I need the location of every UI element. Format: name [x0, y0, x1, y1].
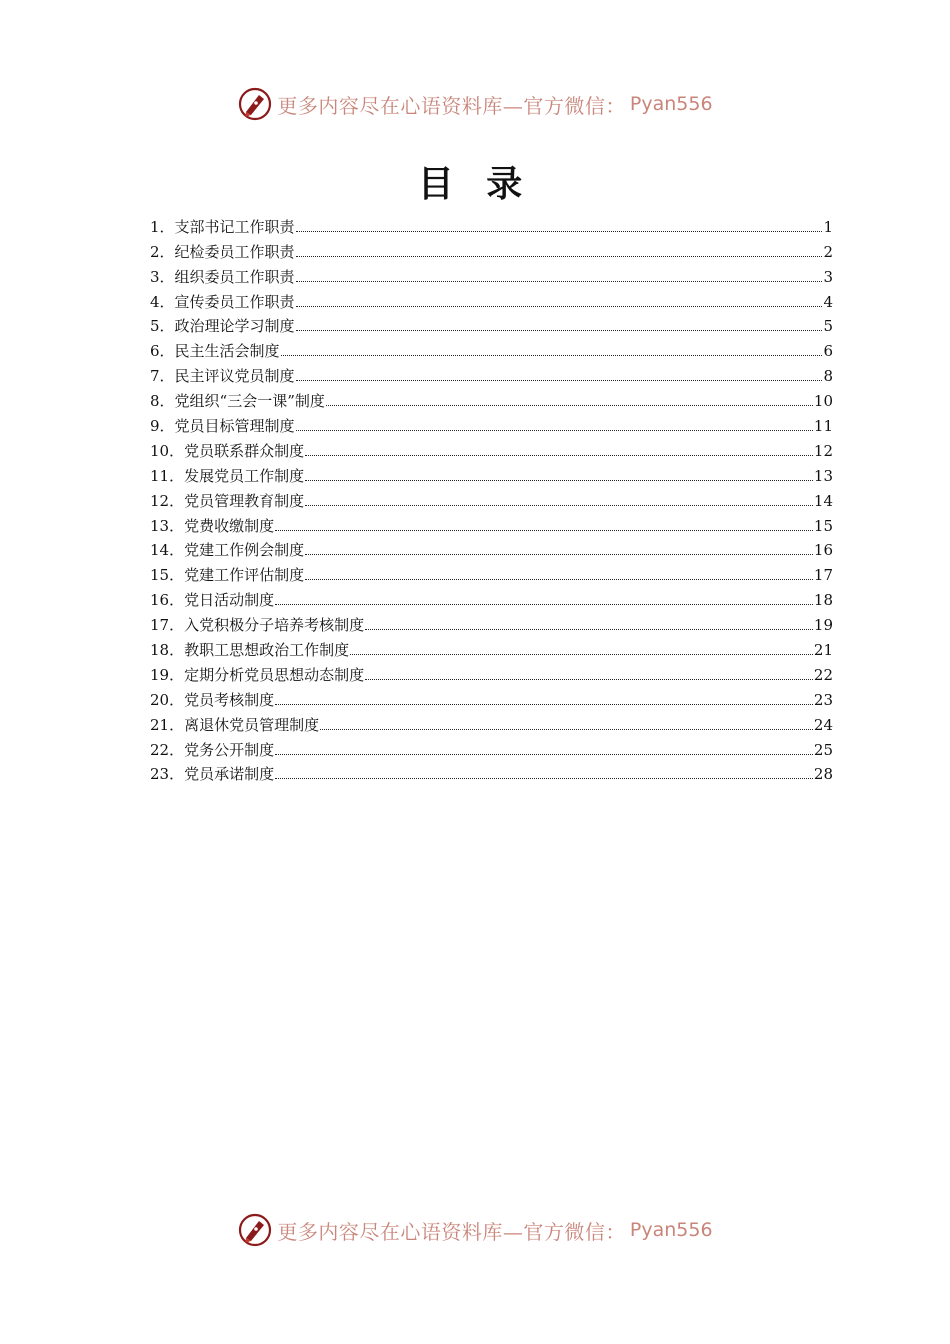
toc-dot-leader — [320, 729, 813, 730]
table-of-contents — [150, 212, 833, 784]
toc-entry-page-number: 12 — [813, 441, 833, 460]
toc-entry-page-number: 15 — [813, 516, 833, 535]
toc-entry-label: 2．纪检委员工作职责 — [150, 242, 295, 261]
toc-entry[interactable] — [150, 585, 833, 610]
toc-entry-label: 15．党建工作评估制度 — [150, 566, 305, 585]
toc-entry-label: 17．入党积极分子培养考核制度 — [150, 616, 365, 635]
toc-entry[interactable] — [150, 287, 833, 312]
toc-entry-page-number: 16 — [813, 541, 833, 560]
toc-entry-label: 12．党员管理教育制度 — [150, 491, 305, 510]
watermark-text: 更多内容尽在心语资料库—官方微信： — [277, 93, 626, 118]
toc-dot-leader — [296, 306, 823, 307]
toc-dot-leader — [326, 405, 813, 406]
toc-entry[interactable] — [150, 237, 833, 262]
toc-entry-label: 11．发展党员工作制度 — [150, 466, 305, 485]
toc-entry[interactable] — [150, 536, 833, 561]
toc-entry[interactable] — [150, 635, 833, 660]
toc-entry-page-number: 5 — [823, 317, 833, 336]
toc-entry-label: 10．党员联系群众制度 — [150, 441, 305, 460]
footer-watermark — [0, 1210, 950, 1250]
toc-entry-label: 19．定期分析党员思想动态制度 — [150, 665, 365, 684]
toc-entry-label: 5．政治理论学习制度 — [150, 317, 295, 336]
toc-entry-page-number: 28 — [813, 765, 833, 784]
toc-entry[interactable] — [150, 735, 833, 760]
toc-dot-leader — [296, 380, 823, 381]
toc-entry-label: 7．民主评议党员制度 — [150, 367, 295, 386]
toc-entry-page-number: 24 — [813, 715, 833, 734]
toc-entry[interactable] — [150, 511, 833, 536]
toc-dot-leader — [305, 554, 813, 555]
toc-entry-page-number: 19 — [813, 616, 833, 635]
toc-entry-label: 13．党费收缴制度 — [150, 516, 275, 535]
toc-entry-label: 14．党建工作例会制度 — [150, 541, 305, 560]
header-watermark — [0, 84, 950, 124]
toc-entry-page-number: 8 — [823, 367, 833, 386]
toc-dot-leader — [305, 480, 813, 481]
toc-entry-page-number: 3 — [823, 267, 833, 286]
page-title: 目 录 — [417, 163, 533, 205]
toc-entry[interactable] — [150, 560, 833, 585]
toc-dot-leader — [365, 629, 813, 630]
toc-dot-leader — [305, 579, 813, 580]
toc-entry-page-number: 1 — [823, 217, 833, 236]
watermark-text: 更多内容尽在心语资料库—官方微信： — [277, 1219, 626, 1244]
toc-dot-leader — [275, 778, 813, 779]
toc-entry-page-number: 6 — [823, 342, 833, 361]
toc-entry[interactable] — [150, 361, 833, 386]
toc-dot-leader — [350, 654, 813, 655]
toc-entry[interactable] — [150, 262, 833, 287]
toc-dot-leader — [275, 604, 813, 605]
toc-entry-page-number: 14 — [813, 491, 833, 510]
toc-entry-page-number: 23 — [813, 690, 833, 709]
toc-entry-page-number: 18 — [813, 591, 833, 610]
toc-entry[interactable] — [150, 685, 833, 710]
toc-entry-label: 22．党务公开制度 — [150, 740, 275, 759]
toc-entry-label: 16．党日活动制度 — [150, 591, 275, 610]
watermark-handle: Pyan556 — [629, 1219, 713, 1241]
toc-entry-label: 6．民主生活会制度 — [150, 342, 280, 361]
toc-dot-leader — [365, 679, 813, 680]
toc-entry-page-number: 4 — [823, 292, 833, 311]
toc-entry-label: 18．教职工思想政治工作制度 — [150, 641, 350, 660]
toc-entry-page-number: 25 — [813, 740, 833, 759]
toc-entry-page-number: 10 — [813, 392, 833, 411]
pen-nib-logo-icon — [237, 1212, 273, 1248]
toc-entry[interactable] — [150, 212, 833, 237]
toc-entry[interactable] — [150, 312, 833, 337]
toc-dot-leader — [275, 704, 813, 705]
toc-dot-leader — [296, 330, 823, 331]
toc-entry-page-number: 21 — [813, 641, 833, 660]
toc-entry-label: 4．宣传委员工作职责 — [150, 292, 295, 311]
toc-entry-label: 8．党组织“三会一课”制度 — [150, 392, 325, 411]
toc-entry-label: 1．支部书记工作职责 — [150, 217, 295, 236]
toc-entry-label: 23．党员承诺制度 — [150, 765, 275, 784]
toc-entry-label: 21．离退休党员管理制度 — [150, 715, 320, 734]
toc-dot-leader — [275, 530, 813, 531]
toc-entry[interactable] — [150, 386, 833, 411]
toc-entry[interactable] — [150, 336, 833, 361]
toc-entry-label: 3．组织委员工作职责 — [150, 267, 295, 286]
toc-entry[interactable] — [150, 610, 833, 635]
toc-dot-leader — [281, 355, 823, 356]
toc-entry-page-number: 13 — [813, 466, 833, 485]
toc-entry[interactable] — [150, 436, 833, 461]
toc-entry[interactable] — [150, 486, 833, 511]
toc-dot-leader — [296, 281, 823, 282]
toc-entry-page-number: 2 — [823, 242, 833, 261]
toc-entry[interactable] — [150, 710, 833, 735]
toc-dot-leader — [296, 430, 813, 431]
toc-entry[interactable] — [150, 760, 833, 785]
toc-entry[interactable] — [150, 461, 833, 486]
toc-dot-leader — [305, 505, 813, 506]
toc-dot-leader — [275, 754, 813, 755]
toc-dot-leader — [296, 256, 823, 257]
toc-entry-page-number: 22 — [813, 665, 833, 684]
toc-entry-label: 9．党员目标管理制度 — [150, 417, 295, 436]
toc-entry-page-number: 11 — [813, 417, 833, 436]
toc-dot-leader — [296, 231, 823, 232]
toc-entry[interactable] — [150, 660, 833, 685]
pen-nib-logo-icon — [237, 86, 273, 122]
watermark-handle: Pyan556 — [629, 93, 713, 115]
toc-dot-leader — [305, 455, 813, 456]
toc-entry-page-number: 17 — [813, 566, 833, 585]
toc-entry[interactable] — [150, 411, 833, 436]
toc-entry-label: 20．党员考核制度 — [150, 690, 275, 709]
